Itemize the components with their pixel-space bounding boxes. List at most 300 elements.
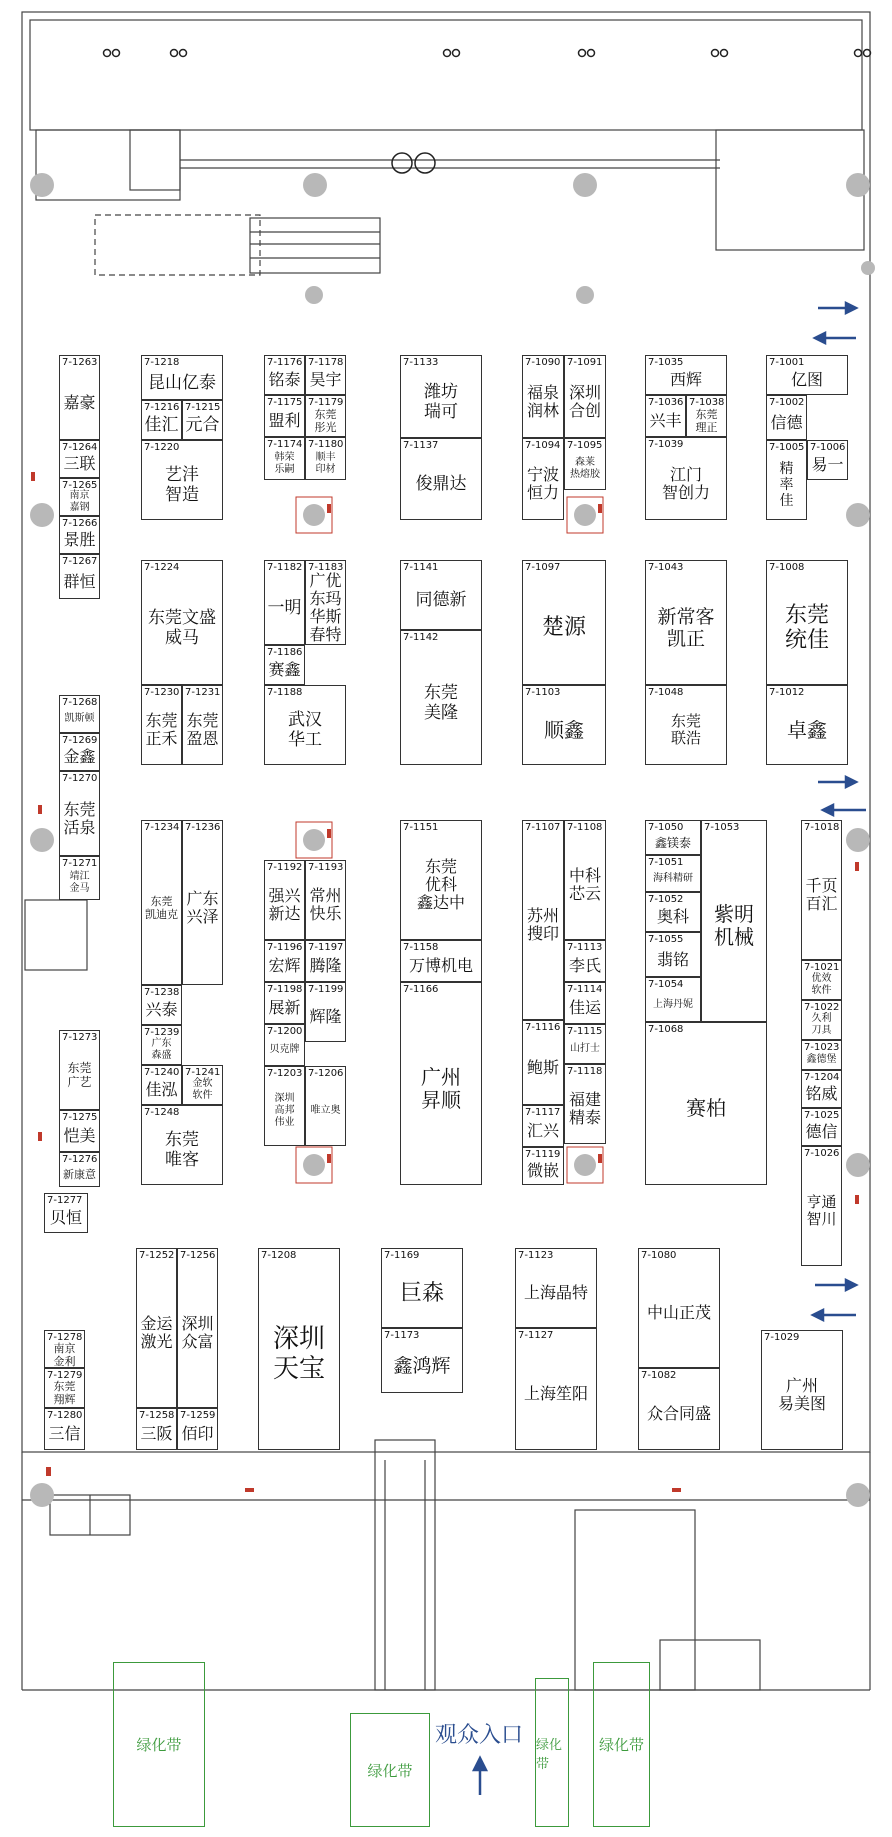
- booth-number: 7-1173: [384, 1330, 420, 1341]
- booth-7-1265: [59, 478, 100, 516]
- booth-7-1230: [141, 685, 182, 765]
- booth-7-1142: [400, 630, 482, 765]
- booth-number: 7-1108: [567, 822, 603, 833]
- booth-7-1204: [801, 1070, 842, 1108]
- booth-exhibitor-name: 福建 精泰: [568, 1090, 601, 1127]
- booth-exhibitor-name: 奥科: [656, 907, 689, 926]
- booth-7-1215: [182, 400, 223, 440]
- booth-7-1268: [59, 695, 100, 733]
- booth-number: 7-1268: [62, 697, 98, 708]
- booth-exhibitor-name: 三联: [63, 454, 96, 473]
- booth-7-1276: [59, 1152, 100, 1187]
- booth-exhibitor-name: 金鑫: [63, 747, 96, 766]
- booth-7-1082: [638, 1368, 720, 1450]
- booth-7-1095: [564, 438, 606, 490]
- booth-number: 7-1231: [185, 687, 221, 698]
- booth-exhibitor-name: 东莞 活泉: [63, 800, 96, 837]
- booth-7-1180: [305, 437, 346, 480]
- booth-7-1267: [59, 554, 100, 599]
- booth-number: 7-1252: [139, 1250, 175, 1261]
- booth-7-1192: [264, 860, 305, 940]
- booth-exhibitor-name: 昆山亿泰: [148, 373, 216, 393]
- booth-exhibitor-name: 亨通 智川: [806, 1193, 837, 1228]
- booth-7-1220: [141, 440, 223, 520]
- booth-exhibitor-name: 东莞 广艺: [67, 1061, 92, 1089]
- booth-number: 7-1095: [567, 440, 603, 451]
- booth-number: 7-1180: [308, 439, 344, 450]
- booth-number: 7-1039: [648, 439, 684, 450]
- booth-exhibitor-name: 德信: [805, 1122, 838, 1141]
- booth-exhibitor-name: 贝克牌: [269, 1044, 300, 1055]
- booth-7-1234: [141, 820, 182, 985]
- booth-number: 7-1198: [267, 984, 303, 995]
- booth-exhibitor-name: 李氏: [568, 956, 601, 975]
- booth-7-1039: [645, 437, 727, 520]
- booth-7-1133: [400, 355, 482, 438]
- booth-7-1173: [381, 1328, 463, 1393]
- booth-7-1175: [264, 395, 305, 437]
- booth-exhibitor-name: 海科精研: [653, 873, 693, 884]
- booth-number: 7-1199: [308, 984, 344, 995]
- booth-7-1055: [645, 932, 701, 977]
- booth-7-1197: [305, 940, 346, 982]
- booth-7-1248: [141, 1105, 223, 1185]
- booth-exhibitor-name: 新康意: [63, 1168, 96, 1181]
- booth-number: 7-1267: [62, 556, 98, 567]
- booth-number: 7-1256: [180, 1250, 216, 1261]
- booth-exhibitor-name: 巨森: [399, 1281, 444, 1306]
- booth-7-1052: [645, 892, 701, 932]
- booth-7-1258: [136, 1408, 177, 1450]
- booth-7-1043: [645, 560, 727, 685]
- booth-number: 7-1022: [804, 1002, 840, 1013]
- booth-exhibitor-name: 深圳 高邦 伟业: [274, 1093, 295, 1128]
- booth-exhibitor-name: 盟利: [268, 411, 301, 430]
- booth-exhibitor-name: 东莞 唯客: [165, 1130, 199, 1170]
- booth-exhibitor-name: 东莞 统佳: [784, 603, 829, 653]
- booth-exhibitor-name: 鑫镁泰: [654, 836, 691, 850]
- booth-7-1038: [686, 395, 727, 437]
- booth-exhibitor-name: 广东 森盛: [151, 1038, 172, 1061]
- booth-number: 7-1276: [62, 1154, 98, 1165]
- booth-number: 7-1053: [704, 822, 740, 833]
- booth-number: 7-1241: [185, 1067, 221, 1078]
- booth-7-1006: [807, 440, 848, 480]
- booth-7-1025: [801, 1108, 842, 1146]
- booth-number: 7-1271: [62, 858, 98, 869]
- booth-7-1123: [515, 1248, 597, 1328]
- booth-exhibitor-name: 顺丰 印材: [315, 452, 336, 475]
- booth-7-1278: [44, 1330, 85, 1368]
- booth-number: 7-1263: [62, 357, 98, 368]
- green-belt: 绿化带: [350, 1713, 430, 1827]
- booth-7-1259: [177, 1408, 218, 1450]
- booth-exhibitor-name: 江门 智创力: [661, 465, 710, 502]
- booth-exhibitor-name: 东莞 凯迪克: [145, 895, 178, 921]
- booth-7-1080: [638, 1248, 720, 1368]
- booth-number: 7-1080: [641, 1250, 677, 1261]
- booth-exhibitor-name: 金软 软件: [192, 1078, 213, 1101]
- booth-number: 7-1208: [261, 1250, 297, 1261]
- booth-exhibitor-name: 同德新: [415, 590, 467, 610]
- booth-number: 7-1142: [403, 632, 439, 643]
- booth-number: 7-1090: [525, 357, 561, 368]
- booth-7-1203: [264, 1066, 305, 1146]
- booth-exhibitor-name: 强兴 新达: [268, 886, 301, 923]
- booth-exhibitor-name: 东莞 优科 鑫达中: [416, 857, 465, 912]
- booth-exhibitor-name: 南京 嘉钢: [69, 490, 90, 513]
- booth-7-1273: [59, 1030, 100, 1110]
- booth-7-1182: [264, 560, 305, 645]
- booth-number: 7-1114: [567, 984, 603, 995]
- booth-7-1198: [264, 982, 305, 1024]
- booth-exhibitor-name: 深圳 合创: [568, 383, 601, 420]
- booth-number: 7-1035: [648, 357, 684, 368]
- booth-7-1188: [264, 685, 346, 765]
- booth-7-1127: [515, 1328, 597, 1450]
- booth-7-1022: [801, 1000, 842, 1040]
- booth-exhibitor-name: 广东 兴泽: [186, 889, 219, 926]
- booth-exhibitor-name: 贝恒: [49, 1208, 82, 1227]
- booth-7-1002: [766, 395, 807, 440]
- booth-7-1158: [400, 940, 482, 982]
- booth-number: 7-1107: [525, 822, 561, 833]
- booth-number: 7-1118: [567, 1066, 603, 1077]
- booth-7-1091: [564, 355, 606, 438]
- booth-exhibitor-name: 佰印: [181, 1424, 214, 1443]
- booth-number: 7-1179: [308, 397, 344, 408]
- booth-exhibitor-name: 微嵌: [526, 1161, 559, 1180]
- booth-exhibitor-name: 广州 昇顺: [421, 1065, 461, 1112]
- booth-7-1115: [564, 1024, 606, 1064]
- booth-number: 7-1043: [648, 562, 684, 573]
- booth-number: 7-1006: [810, 442, 846, 453]
- booth-7-1026: [801, 1146, 842, 1266]
- booth-number: 7-1055: [648, 934, 684, 945]
- booth-7-1113: [564, 940, 606, 982]
- booth-number: 7-1277: [47, 1195, 83, 1206]
- booth-number: 7-1158: [403, 942, 439, 953]
- booth-number: 7-1023: [804, 1042, 840, 1053]
- booth-exhibitor-name: 信德: [770, 413, 803, 432]
- booth-exhibitor-name: 广州 易美图: [777, 1376, 826, 1413]
- booth-7-1036: [645, 395, 686, 437]
- booth-7-1277: [44, 1193, 88, 1233]
- booth-7-1029: [761, 1330, 843, 1450]
- booth-number: 7-1269: [62, 735, 98, 746]
- booth-7-1176: [264, 355, 305, 395]
- booth-exhibitor-name: 新常客 凯正: [657, 606, 715, 650]
- booth-exhibitor-name: 亿图: [790, 370, 823, 389]
- booth-number: 7-1025: [804, 1110, 840, 1121]
- booth-exhibitor-name: 森莱 热熔胶: [570, 457, 600, 480]
- booth-number: 7-1166: [403, 984, 439, 995]
- booth-7-1263: [59, 355, 100, 440]
- booth-number: 7-1265: [62, 480, 98, 491]
- booth-exhibitor-name: 昊宇: [309, 370, 342, 389]
- booth-exhibitor-name: 东莞 彤光: [314, 408, 337, 434]
- booth-exhibitor-name: 佳泓: [145, 1080, 178, 1099]
- booth-number: 7-1103: [525, 687, 561, 698]
- ceiling-fixtures: [104, 50, 871, 174]
- booth-number: 7-1278: [47, 1332, 83, 1343]
- booth-number: 7-1183: [308, 562, 344, 573]
- booth-exhibitor-name: 兴泰: [145, 1000, 178, 1019]
- booth-number: 7-1137: [403, 440, 439, 451]
- booth-exhibitor-name: 东莞 正禾: [145, 711, 178, 748]
- booth-7-1005: [766, 440, 807, 520]
- booth-exhibitor-name: 东莞 理正: [695, 408, 718, 434]
- booth-number: 7-1151: [403, 822, 439, 833]
- booth-7-1008: [766, 560, 848, 685]
- booth-number: 7-1133: [403, 357, 439, 368]
- booth-exhibitor-name: 韩荣 乐嗣: [274, 452, 295, 475]
- booth-exhibitor-name: 千页 百汇: [805, 876, 838, 913]
- booth-number: 7-1230: [144, 687, 180, 698]
- booth-exhibitor-name: 一明: [267, 598, 302, 618]
- booth-7-1252: [136, 1248, 177, 1408]
- booth-exhibitor-name: 凯斯顿: [64, 713, 95, 724]
- booth-number: 7-1197: [308, 942, 344, 953]
- booth-exhibitor-name: 艺沣 智造: [165, 465, 199, 505]
- booth-exhibitor-name: 卓鑫: [787, 718, 827, 742]
- booth-7-1053: [701, 820, 767, 1022]
- booth-number: 7-1068: [648, 1024, 684, 1035]
- booth-7-1050: [645, 820, 701, 855]
- booth-exhibitor-name: 汇兴: [526, 1121, 559, 1140]
- booth-7-1103: [522, 685, 606, 765]
- booth-exhibitor-name: 佳汇: [144, 415, 179, 435]
- booth-number: 7-1127: [518, 1330, 554, 1341]
- booth-exhibitor-name: 万博机电: [408, 956, 473, 975]
- booth-exhibitor-name: 东莞 盈恩: [186, 711, 219, 748]
- booth-7-1271: [59, 856, 100, 900]
- booth-number: 7-1038: [689, 397, 725, 408]
- booth-exhibitor-name: 兴丰: [649, 411, 682, 430]
- booth-exhibitor-name: 楚源: [541, 615, 586, 640]
- booth-exhibitor-name: 铭泰: [268, 370, 301, 389]
- booth-number: 7-1002: [769, 397, 805, 408]
- booth-number: 7-1200: [267, 1026, 303, 1037]
- booth-exhibitor-name: 展新: [268, 998, 301, 1017]
- booth-7-1231: [182, 685, 223, 765]
- green-belt: 绿化带: [593, 1662, 650, 1827]
- booth-number: 7-1259: [180, 1410, 216, 1421]
- booth-7-1239: [141, 1025, 182, 1065]
- booth-exhibitor-name: 恺美: [63, 1126, 96, 1145]
- booth-exhibitor-name: 东莞 联浩: [670, 712, 701, 747]
- booth-exhibitor-name: 东莞 翔辉: [53, 1380, 76, 1406]
- booth-exhibitor-name: 易一: [811, 455, 844, 474]
- booth-7-1224: [141, 560, 223, 685]
- booth-number: 7-1052: [648, 894, 684, 905]
- booth-exhibitor-name: 武汉 华工: [288, 710, 322, 750]
- booth-exhibitor-name: 金运 激光: [140, 1314, 173, 1351]
- booth-7-1178: [305, 355, 346, 395]
- booth-number: 7-1091: [567, 357, 603, 368]
- booth-7-1048: [645, 685, 727, 765]
- booth-number: 7-1196: [267, 942, 303, 953]
- booth-7-1097: [522, 560, 606, 685]
- booth-exhibitor-name: 精 率 佳: [779, 461, 794, 509]
- booth-number: 7-1220: [144, 442, 180, 453]
- booth-number: 7-1178: [308, 357, 344, 368]
- booth-exhibitor-name: 赛鑫: [268, 660, 301, 679]
- booth-7-1208: [258, 1248, 340, 1450]
- booth-number: 7-1119: [525, 1149, 561, 1160]
- booth-7-1001: [766, 355, 848, 395]
- booth-exhibitor-name: 佳运: [568, 998, 601, 1017]
- booth-number: 7-1193: [308, 862, 344, 873]
- booth-exhibitor-name: 宏辉: [268, 956, 301, 975]
- booth-exhibitor-name: 上海丹妮: [653, 999, 693, 1010]
- booth-exhibitor-name: 福泉 润林: [526, 383, 559, 420]
- booth-number: 7-1240: [144, 1067, 180, 1078]
- booth-number: 7-1176: [267, 357, 303, 368]
- booth-exhibitor-name: 众合同盛: [646, 1404, 711, 1423]
- booth-7-1196: [264, 940, 305, 982]
- booth-exhibitor-name: 西辉: [669, 370, 702, 389]
- booth-exhibitor-name: 鑫德堡: [806, 1054, 837, 1065]
- booth-number: 7-1192: [267, 862, 303, 873]
- booth-7-1200: [264, 1024, 305, 1066]
- booth-number: 7-1117: [525, 1107, 561, 1118]
- booth-number: 7-1082: [641, 1370, 677, 1381]
- booth-exhibitor-name: 久利 刀具: [811, 1013, 832, 1036]
- booth-7-1183: [305, 560, 346, 645]
- green-belt: 绿化带: [113, 1662, 205, 1827]
- booth-7-1107: [522, 820, 564, 1020]
- booth-7-1054: [645, 977, 701, 1022]
- booth-exhibitor-name: 优效 软件: [811, 973, 832, 996]
- booth-exhibitor-name: 宁波 恒力: [526, 465, 559, 502]
- booth-7-1236: [182, 820, 223, 985]
- booth-7-1137: [400, 438, 482, 520]
- booth-number: 7-1036: [648, 397, 684, 408]
- booth-7-1035: [645, 355, 727, 395]
- booth-7-1090: [522, 355, 564, 438]
- booth-exhibitor-name: 靖江 金马: [69, 871, 90, 894]
- booth-number: 7-1204: [804, 1072, 840, 1083]
- booth-exhibitor-name: 深圳 众富: [181, 1314, 214, 1351]
- booth-7-1186: [264, 645, 305, 685]
- booth-number: 7-1021: [804, 962, 840, 973]
- booth-exhibitor-name: 元合: [185, 415, 220, 435]
- booth-7-1264: [59, 440, 100, 478]
- booth-7-1021: [801, 960, 842, 1000]
- booth-7-1018: [801, 820, 842, 960]
- booth-exhibitor-name: 唯立奥: [310, 1105, 341, 1116]
- booth-7-1116: [522, 1020, 564, 1105]
- booth-number: 7-1203: [267, 1068, 303, 1079]
- booth-number: 7-1236: [185, 822, 221, 833]
- booth-number: 7-1174: [267, 439, 303, 450]
- booth-number: 7-1094: [525, 440, 561, 451]
- booth-number: 7-1050: [648, 822, 684, 833]
- booth-number: 7-1186: [267, 647, 303, 658]
- booth-7-1117: [522, 1105, 564, 1147]
- booth-7-1266: [59, 516, 100, 554]
- booth-number: 7-1141: [403, 562, 439, 573]
- booth-number: 7-1270: [62, 773, 98, 784]
- booth-number: 7-1234: [144, 822, 180, 833]
- booth-number: 7-1001: [769, 357, 805, 368]
- booth-exhibitor-name: 紫明 机械: [714, 902, 754, 949]
- visitor-entrance-label: 观众入口: [435, 1723, 524, 1748]
- booth-exhibitor-name: 南京 金利: [53, 1342, 76, 1368]
- booth-7-1012: [766, 685, 848, 765]
- booth-7-1108: [564, 820, 606, 940]
- booth-number: 7-1258: [139, 1410, 175, 1421]
- booth-exhibitor-name: 群恒: [63, 572, 96, 591]
- booth-exhibitor-name: 苏州 搜印: [526, 906, 559, 943]
- booth-exhibitor-name: 辉隆: [309, 1007, 342, 1026]
- booth-exhibitor-name: 鲍斯: [526, 1058, 559, 1077]
- booth-number: 7-1264: [62, 442, 98, 453]
- booth-7-1169: [381, 1248, 463, 1328]
- booth-7-1114: [564, 982, 606, 1024]
- booth-7-1240: [141, 1065, 182, 1105]
- booth-exhibitor-name: 翡铭: [656, 950, 689, 969]
- booth-exhibitor-name: 上海笙阳: [523, 1384, 588, 1403]
- booth-number: 7-1116: [525, 1022, 561, 1033]
- booth-7-1218: [141, 355, 223, 400]
- booth-number: 7-1215: [185, 402, 221, 413]
- booth-7-1275: [59, 1110, 100, 1152]
- booth-number: 7-1275: [62, 1112, 98, 1123]
- booth-number: 7-1279: [47, 1370, 83, 1381]
- booth-number: 7-1029: [764, 1332, 800, 1343]
- booth-number: 7-1048: [648, 687, 684, 698]
- booth-7-1280: [44, 1408, 85, 1450]
- booth-exhibitor-name: 东莞文盛 威马: [148, 608, 216, 648]
- booth-exhibitor-name: 广优 东玛 华斯 春特: [309, 571, 342, 644]
- booth-7-1023: [801, 1040, 842, 1070]
- booth-exhibitor-name: 顺鑫: [544, 718, 584, 742]
- booth-7-1051: [645, 855, 701, 892]
- booth-number: 7-1012: [769, 687, 805, 698]
- booth-7-1166: [400, 982, 482, 1185]
- booth-exhibitor-name: 潍坊 瑞可: [424, 382, 458, 422]
- booth-7-1206: [305, 1066, 346, 1146]
- booth-7-1193: [305, 860, 346, 940]
- booth-number: 7-1188: [267, 687, 303, 698]
- booth-7-1118: [564, 1064, 606, 1144]
- booth-number: 7-1182: [267, 562, 303, 573]
- booth-exhibitor-name: 山打士: [570, 1043, 600, 1054]
- booth-exhibitor-name: 中山正茂: [646, 1303, 711, 1322]
- booth-number: 7-1018: [804, 822, 840, 833]
- booth-exhibitor-name: 上海晶特: [523, 1283, 588, 1302]
- booth-exhibitor-name: 深圳 天宝: [272, 1324, 325, 1384]
- booth-number: 7-1224: [144, 562, 180, 573]
- booth-number: 7-1273: [62, 1032, 98, 1043]
- booth-7-1094: [522, 438, 564, 520]
- booth-exhibitor-name: 中科 芯云: [568, 866, 601, 903]
- booth-number: 7-1005: [769, 442, 805, 453]
- booth-number: 7-1054: [648, 979, 684, 990]
- booth-7-1119: [522, 1147, 564, 1185]
- booth-exhibitor-name: 三阪: [140, 1424, 173, 1443]
- booth-number: 7-1175: [267, 397, 303, 408]
- booth-number: 7-1097: [525, 562, 561, 573]
- booth-number: 7-1051: [648, 857, 684, 868]
- booth-7-1238: [141, 985, 182, 1025]
- booth-number: 7-1123: [518, 1250, 554, 1261]
- booth-7-1151: [400, 820, 482, 940]
- booth-number: 7-1216: [144, 402, 180, 413]
- booth-number: 7-1239: [144, 1027, 180, 1038]
